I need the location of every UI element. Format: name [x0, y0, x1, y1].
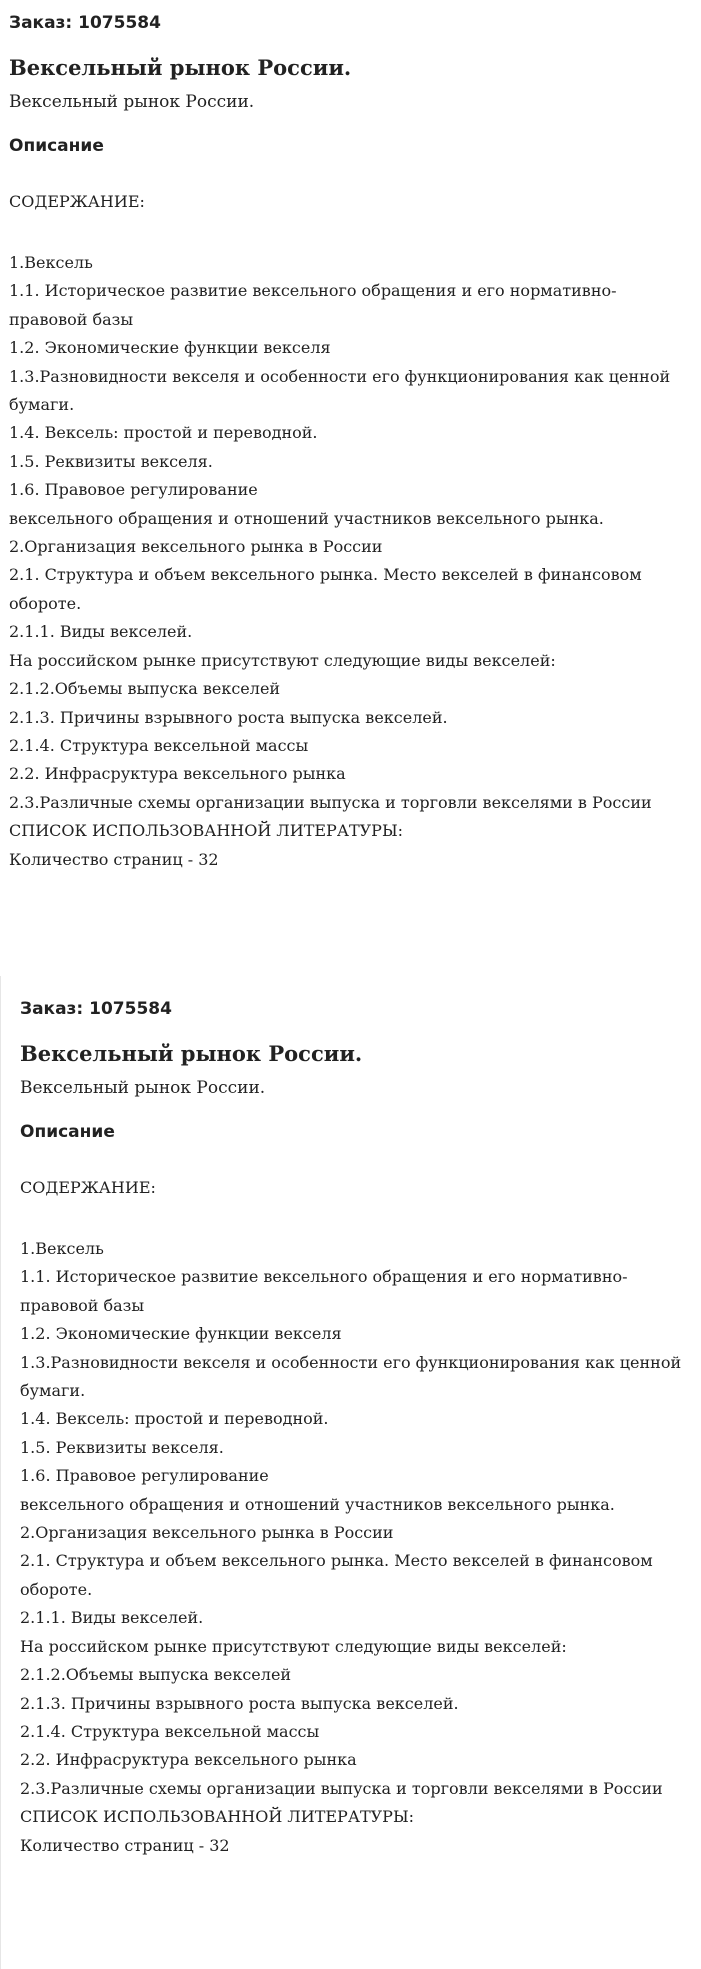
- toc-item: СПИСОК ИСПОЛЬЗОВАННОЙ ЛИТЕРАТУРЫ:: [20, 1807, 415, 1827]
- toc-item: 2.2. Инфрасруктура вексельного рынка: [9, 764, 346, 784]
- toc-item: 2.3.Различные схемы организации выпуска и торговли векселями в России: [20, 1778, 663, 1798]
- toc-item: 2.1.1. Виды векселей.: [9, 622, 193, 642]
- toc-item: 2.1.4. Структура вексельной массы: [20, 1721, 320, 1741]
- table-of-contents: [20, 1235, 701, 1832]
- toc-item: 2.1.2.Объемы выпуска векселей: [9, 679, 281, 699]
- document-title: Вексельный рынок России.: [9, 55, 352, 80]
- toc-item: 1.3.Разновидности векселя и особенности его функционирования как ценной бумаги.: [20, 1352, 682, 1401]
- document-subtitle: Вексельный рынок России.: [20, 1078, 266, 1098]
- toc-item: 2.1.3. Причины взрывного роста выпуска векселей.: [20, 1693, 459, 1713]
- toc-item: 1.6. Правовое регулирование: [20, 1466, 269, 1486]
- page-count: Количество страниц - 32: [9, 849, 219, 869]
- toc-item: вексельного обращения и отношений участников вексельного рынка.: [20, 1494, 615, 1514]
- toc-item: вексельного обращения и отношений участников вексельного рынка.: [9, 508, 604, 528]
- table-of-contents: [9, 249, 701, 846]
- toc-item: СПИСОК ИСПОЛЬЗОВАННОЙ ЛИТЕРАТУРЫ:: [9, 821, 404, 841]
- toc-item: 2.3.Различные схемы организации выпуска и торговли векселями в России: [9, 792, 652, 812]
- toc-item: 1.2. Экономические функции векселя: [20, 1324, 342, 1344]
- toc-item: 1.5. Реквизиты векселя.: [20, 1437, 224, 1457]
- toc-item: 2.1. Структура и объем вексельного рынка. Место векселей в финансовом обороте.: [20, 1551, 653, 1599]
- toc-item: 1.1. Историческое развитие вексельного обращения и его нормативно-правовой базы: [20, 1267, 628, 1315]
- toc-item: 1.3.Разновидности векселя и особенности его функционирования как ценной бумаги.: [9, 366, 671, 415]
- toc-item: 2.1.4. Структура вексельной массы: [9, 735, 309, 755]
- toc-item: 1.1. Историческое развитие вексельного обращения и его нормативно-правовой базы: [9, 281, 617, 329]
- toc-item: На российском рынке присутствуют следующие виды векселей:: [20, 1636, 567, 1656]
- page-count: Количество страниц - 32: [20, 1835, 230, 1855]
- toc-item: 1.Вексель: [9, 253, 93, 272]
- toc-item: 1.Вексель: [20, 1239, 104, 1258]
- toc-item: 1.4. Вексель: простой и переводной.: [20, 1409, 329, 1429]
- order-number: Заказ: 1075584: [9, 13, 161, 33]
- toc-item: 2.2. Инфрасруктура вексельного рынка: [20, 1750, 357, 1770]
- toc-item: 2.1.1. Виды векселей.: [20, 1608, 204, 1628]
- order-number: Заказ: 1075584: [20, 999, 172, 1019]
- toc-item: 2.Организация вексельного рынка в России: [9, 537, 383, 557]
- description-heading: Описание: [20, 1122, 115, 1142]
- contents-heading: СОДЕРЖАНИЕ:: [20, 1178, 156, 1197]
- toc-item: 1.6. Правовое регулирование: [9, 480, 258, 500]
- document-title: Вексельный рынок России.: [20, 1041, 363, 1066]
- description-heading: Описание: [9, 136, 104, 156]
- toc-item: 2.1.3. Причины взрывного роста выпуска векселей.: [9, 707, 448, 727]
- toc-item: 1.4. Вексель: простой и переводной.: [9, 423, 318, 443]
- document-block-2: [0, 976, 701, 1969]
- toc-item: 1.5. Реквизиты векселя.: [9, 451, 213, 471]
- toc-item: На российском рынке присутствуют следующие виды векселей:: [9, 650, 556, 670]
- toc-item: 1.2. Экономические функции векселя: [9, 338, 331, 358]
- document-block-1: [0, 0, 701, 958]
- document-subtitle: Вексельный рынок России.: [9, 92, 255, 112]
- toc-item: 2.Организация вексельного рынка в России: [20, 1523, 394, 1543]
- toc-item: 2.1. Структура и объем вексельного рынка. Место векселей в финансовом обороте.: [9, 565, 642, 613]
- contents-heading: СОДЕРЖАНИЕ:: [9, 192, 145, 211]
- toc-item: 2.1.2.Объемы выпуска векселей: [20, 1665, 292, 1685]
